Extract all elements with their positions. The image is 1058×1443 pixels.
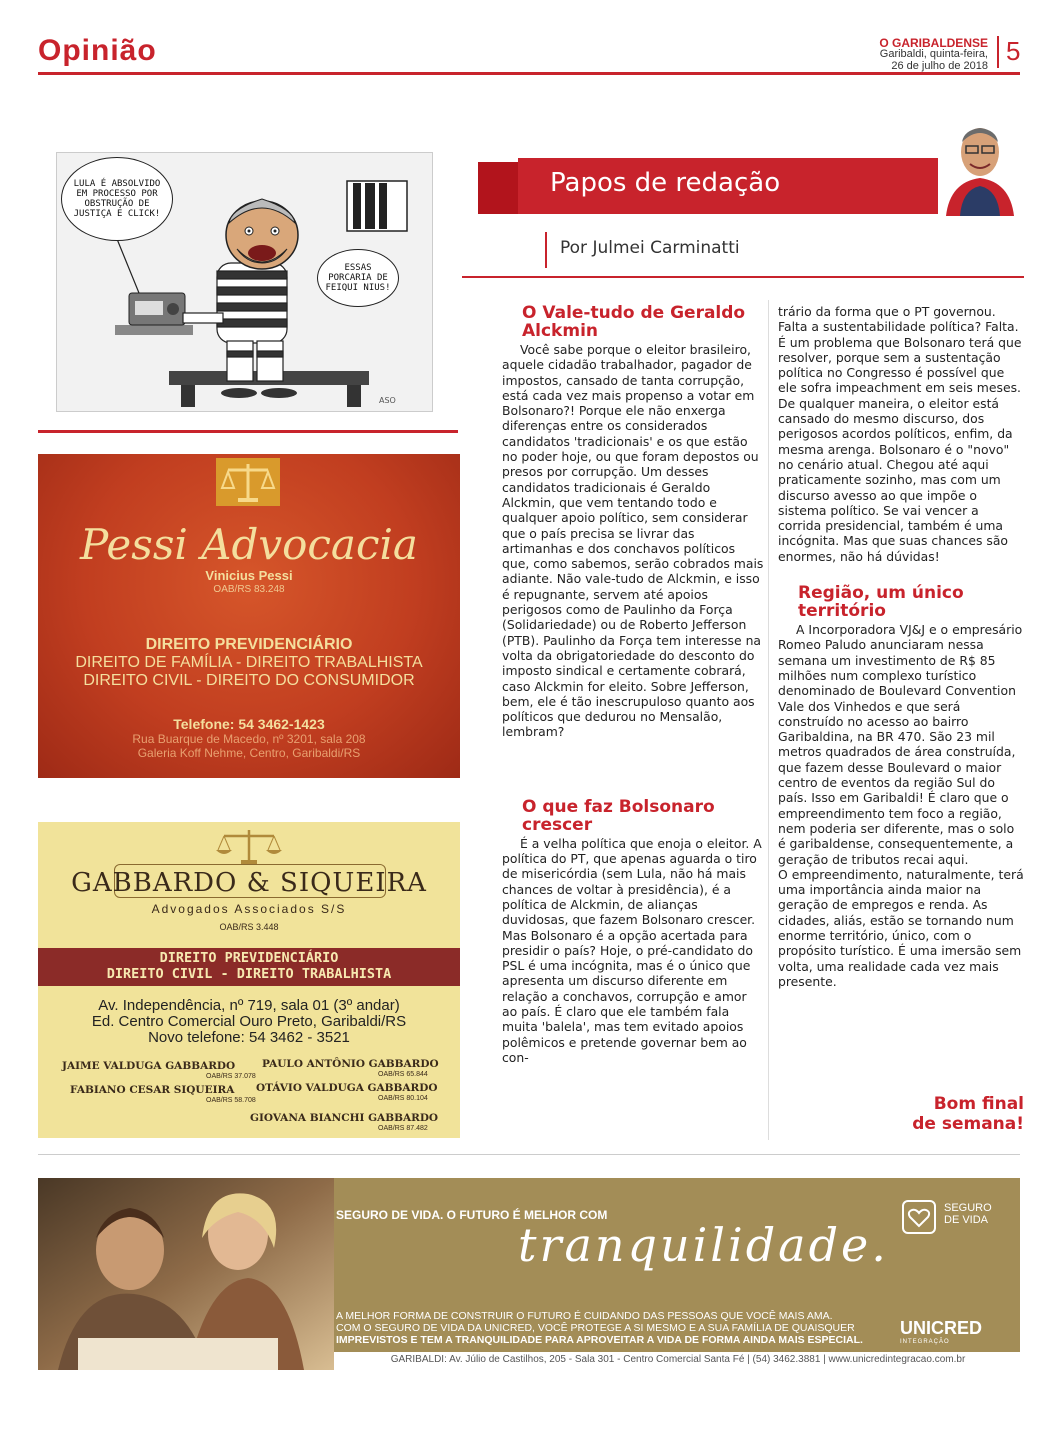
pessi-lawyer-name: Vinicius Pessi (205, 568, 293, 583)
unicred-headline: SEGURO DE VIDA. O FUTURO É MELHOR COM (336, 1208, 608, 1222)
ad-pessi-advocacia[interactable] (38, 454, 460, 778)
unicred-body-line-3: IMPREVISTOS E TEM A TRANQUILIDADE PARA APROVEITAR A VIDA DE FORMA AINDA MAIS ESPECIAL. (336, 1334, 863, 1346)
article-column-right (778, 304, 1024, 989)
cartoon-speech-bubble-left (61, 157, 173, 241)
partner-oab: OAB/RS 65.844 (378, 1071, 428, 1078)
seguro-label-line-1: SEGURO (944, 1202, 992, 1214)
svg-text:ASO: ASO (379, 396, 396, 405)
cartoon-bubble-left-text: LULA É ABSOLVIDO EM PROCESSO POR OBSTRUÇÃO DE JUSTIÇA E CLICK! (73, 179, 161, 219)
article-headline-bolsonaro: O que faz Bolsonaro crescer (522, 796, 715, 835)
pessi-phone: Telefone: 54 3462-1423 (173, 716, 325, 732)
scales-of-justice-icon (216, 458, 280, 506)
newspaper-name: O GARIBALDENSE (879, 36, 988, 50)
gabbardo-address-line-2: Ed. Centro Comercial Ouro Preto, Garibaldi/RS (91, 1013, 407, 1030)
partner-oab: OAB/RS 58.708 (206, 1097, 256, 1104)
ad-couple-photo (38, 1178, 334, 1370)
gabbardo-address-line-3: Novo telefone: 54 3462 - 3521 (148, 1029, 350, 1046)
partner-oab: OAB/RS 87.482 (378, 1125, 428, 1132)
article-headline-alckmin: O Vale-tudo de Geraldo Alckmin (522, 303, 746, 341)
gabbardo-address-line-1: Av. Independência, nº 719, sala 01 (3º andar) (98, 997, 400, 1014)
unicred-script-tagline: tranquilidade. (518, 1218, 889, 1272)
page-number-divider (997, 36, 999, 68)
pessi-practice-areas (38, 636, 460, 690)
pessi-address (38, 732, 460, 760)
unicred-body-line-1: A MELHOR FORMA DE CONSTRUIR O FUTURO É CUIDANDO DAS PESSOAS QUE VOCÊ MAIS AMA. (336, 1310, 833, 1322)
gabbardo-address (38, 998, 460, 1046)
closing-greeting (912, 1094, 1024, 1134)
editorial-cartoon (56, 152, 433, 412)
seguro-de-vida-label (944, 1202, 992, 1226)
issue-date-line-2: 26 de julho de 2018 (891, 60, 988, 72)
cartoon-rule (38, 430, 458, 433)
partner-name: OTÁVIO VALDUGA GABBARDO (256, 1082, 438, 1094)
column-title: Papos de redação (550, 168, 781, 198)
unicred-footer-address: GARIBALDI: Av. Júlio de Castilhos, 205 - Sala 301 - Centro Comercial Santa Fé | (54) 3462.3881 | www.unicredintegracao.com.br (390, 1354, 966, 1365)
unicred-logo-subtitle: INTEGRAÇÃO (900, 1339, 950, 1345)
article-body-alckmin: Você sabe porque o eleitor brasileiro, aquele cidadão trabalhador, pagador de impostos, cansado de tanta corrupção, está cada vez mais propenso a votar em Bolsonaro?! Porque ele não enxerga diferenças entre os considerados candidatos 'tradicionais' e os que estão no poder hoje, ou que foram depostos ou presos por corrupção. Um desses candidatos tradicionais é Geraldo Alckmin, que vem tentando todo e qualquer apoio político, sem considerar que o país precisa se livrar das artimanhas e dos conchavos políticos que, como sabemos, serão cobrados mais adiante. Não vale-tudo de Alckmin, e isso é repugnante, servem até apoios perigosos como de Paulinho da Força (Solidariedade) ou de Roberto Jefferson (PTB). Paulinho da Força tem interesse na volta da obrigatoriedade do desconto do imposto sindical e certamente cobrará, caso Alckmin for eleito. Sobre Jefferson, bem, ele é tão inescrupuloso quanto aos políticos que dedurou no Mensalão, lembram? (502, 342, 764, 740)
section-title: Opinião (38, 34, 157, 67)
heart-shield-icon (902, 1200, 936, 1234)
pessi-firm-name: Pessi Advocacia (80, 520, 418, 569)
issue-date (828, 48, 988, 72)
gabbardo-subtitle: Advogados Associados S/S (151, 902, 347, 916)
partner-name: GIOVANA BIANCHI GABBARDO (250, 1112, 439, 1124)
ad-gabbardo-siqueira[interactable] (38, 822, 460, 1138)
cartoon-bubble-right-text: ESSAS PORCARIA DE FEIQUI NIUS! (325, 263, 391, 293)
closing-line-2: de semana! (912, 1114, 1024, 1134)
column-divider (768, 300, 769, 1140)
article-body-bolsonaro-part2: trário da forma que o PT governou. Falta a sustentabilidade política? Falta. É um problema que Bolsonaro terá que resolver, porque sem a sustentação política no Congresso é possível que ele sofra impeachment em seis meses. De qualquer maneira, o eleitor está cansado do mesmo discurso, dos perigosos acordos políticos, enfim, da mesma arenga. Bolsonaro é o "novo" no cenário atual. Chegou até aqui praticamente sozinho, mas com um discurso avesso ao que impõe o sistema político. Se vai vencer a corrida presidencial, também é uma incógnita. Mas que suas chances são enormes, não há dúvidas! (778, 304, 1022, 564)
byline: Por Julmei Carminatti (560, 238, 740, 258)
cartoon-speech-bubble-right (317, 249, 399, 307)
pessi-area-1: DIREITO PREVIDENCIÁRIO (145, 636, 353, 653)
partner-name: JAIME VALDUGA GABBARDO (62, 1060, 236, 1072)
partner-name: FABIANO CESAR SIQUEIRA (70, 1084, 235, 1096)
partner-name: PAULO ANTÔNIO GABBARDO (262, 1058, 439, 1070)
gabbardo-practice-areas (38, 950, 460, 982)
column-rule (462, 276, 1024, 278)
seguro-label-line-2: DE VIDA (944, 1214, 989, 1226)
pessi-address-line-2: Galeria Koff Nehme, Centro, Garibaldi/RS (137, 746, 361, 760)
pessi-oab: OAB/RS 83.248 (213, 584, 285, 595)
pessi-address-line-1: Rua Buarque de Macedo, nº 3201, sala 208 (132, 732, 366, 746)
unicred-body-text (336, 1310, 896, 1346)
article-column-left (502, 304, 764, 1065)
unicred-body-line-2: COM O SEGURO DE VIDA DA UNICRED, VOCÊ PROTEGE A SI MESMO E A SUA FAMÍLIA DE QUAISQUER (336, 1322, 855, 1334)
article-body-bolsonaro-part1: É a velha política que enoja o eleitor. A política do PT, que apenas aguarda o tiro de misericórdia (sem Lula, não há mais chances de voltar à presidência), é a política de Alckmin, de alianças duvidosas, que fazem Bolsonaro crescer. Mas Bolsonaro é a opção acertada para presidir o país? Hoje, o pré-candidato do PSL é uma incógnita, mas é o único que apresenta um discurso diferente em relação a conchavos, corrupção e amor ao país. É claro que ele também fala muita 'balela', mas tem evitado apoios polêmicos e pretende governar bem ao con- (502, 835, 762, 1065)
byline-rule (545, 232, 547, 268)
page-number: 5 (1006, 36, 1021, 66)
closing-line-1: Bom final (933, 1094, 1024, 1114)
partner-oab: OAB/RS 80.104 (378, 1095, 428, 1102)
scales-of-justice-icon (214, 826, 284, 866)
gabbardo-area-1: DIREITO PREVIDENCIÁRIO (159, 950, 339, 966)
article-headline-regiao: Região, um único território (798, 583, 964, 622)
gabbardo-oab: OAB/RS 3.448 (219, 922, 279, 932)
article-body-regiao-2: O empreendimento, naturalmente, terá uma importância ainda maior na geração de empregos e renda. As cidades, aliás, estão se tornando num enorme território, único, com o propósito turístico. É uma imersão sem volta, uma realidade cada vez mais presente. (778, 866, 1024, 989)
issue-date-line-1: Garibaldi, quinta-feira, (879, 48, 988, 60)
author-photo (940, 112, 1020, 216)
partner-oab: OAB/RS 37.078 (206, 1073, 256, 1080)
unicred-logo: UNICRED (900, 1318, 983, 1338)
article-body-regiao-1: A Incorporadora VJ&J e o empresário Romeo Paludo anunciaram nessa semana um investimento de R$ 85 milhões num complexo turístico denominado de Boulevard Convention Vale dos Vinhedos e que será construído no acesso ao bairro Garibaldina, na BR 470. São 23 mil metros quadrados de área construída, que fazem desse Boulevard o maior centro de eventos da região Sul do país. Isso em Garibaldi! É claro que o empreendimento tem foco a região, nem poderia ser diferente, mas o solo é garibaldense, consequentemente, a geração de tributos recai aqui. (778, 622, 1023, 867)
ad-unicred-seguro-de-vida[interactable] (38, 1178, 1020, 1370)
header-rule (38, 72, 1020, 75)
pessi-area-2: DIREITO DE FAMÍLIA - DIREITO TRABALHISTA (75, 654, 423, 671)
gabbardo-firm-name: GABBARDO & SIQUEIRA (71, 868, 427, 898)
gabbardo-area-2: DIREITO CIVIL - DIREITO TRABALHISTA (106, 966, 392, 982)
pessi-area-3: DIREITO CIVIL - DIREITO DO CONSUMIDOR (83, 672, 415, 689)
bottom-rule (38, 1154, 1020, 1155)
heart-icon (904, 1202, 934, 1232)
